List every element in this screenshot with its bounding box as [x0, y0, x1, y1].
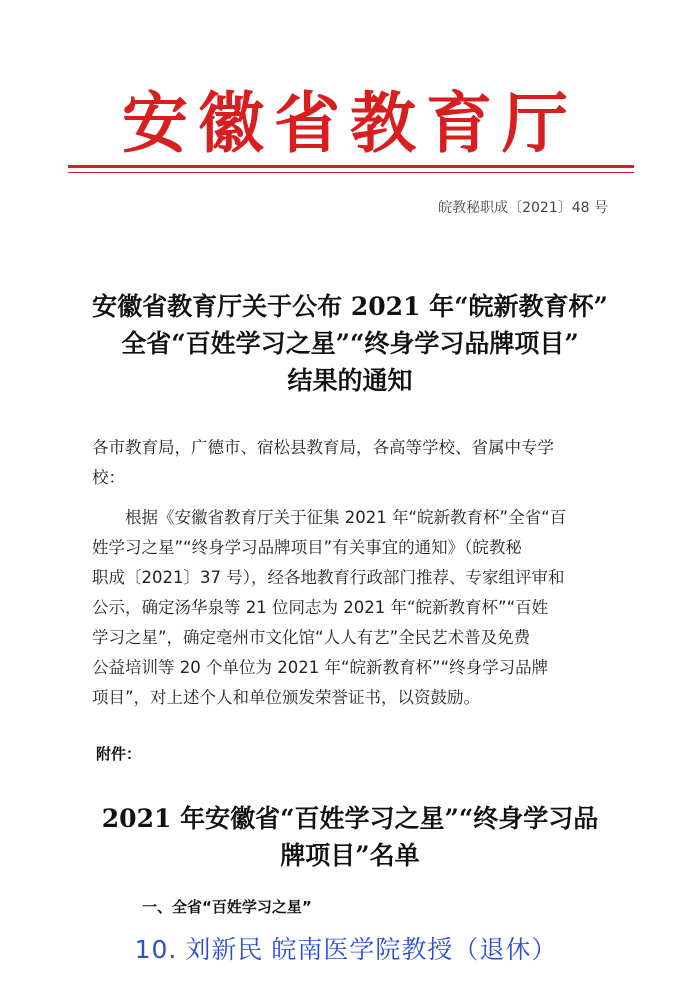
salutation [92, 433, 622, 493]
notice-title-line: 安徽省教育厅关于公布 2021 年“皖新教育杯” [92, 292, 608, 321]
list-entry [0, 930, 700, 966]
list-title [60, 800, 640, 874]
paragraph-line: 项目”，对上述个人和单位颁发荣誉证书，以资鼓励。 [92, 688, 481, 707]
paragraph-line: 公示，确定汤华泉等 21 位同志为 2021 年“皖新教育杯”“百姓 [92, 598, 549, 617]
salutation-line: 各市教育局，广德市、宿松县教育局，各高等学校、省属中专学 [92, 438, 554, 457]
notice-title-line: 结果的通知 [287, 366, 413, 395]
list-title-line: 2021 年安徽省“百姓学习之星”“终身学习品 [101, 804, 599, 833]
notice-body-paragraph [92, 503, 622, 713]
attachment-label: 附件： [96, 745, 142, 763]
entry-number: 10. [134, 935, 178, 964]
entry-name: 刘新民 [185, 935, 264, 964]
paragraph-line: 职成〔2021〕37 号），经各地教育行政部门推荐、专家组评审和 [92, 568, 565, 587]
list-title-line: 牌项目”名单 [280, 841, 420, 870]
header-rule-thin [68, 172, 634, 173]
paragraph-line: 根据《安徽省教育厅关于征集 2021 年“皖新教育杯”全省“百 [92, 508, 567, 527]
notice-title [60, 288, 640, 399]
paragraph-line: 公益培训等 20 个单位为 2021 年“皖新教育杯”“终身学习品牌 [92, 658, 549, 677]
section-heading: 一、全省“百姓学习之星” [142, 898, 312, 916]
header-rule-thick [68, 165, 634, 168]
salutation-line: 校： [92, 468, 125, 487]
document-number: 皖教秘职成〔2021〕48 号 [438, 200, 608, 216]
paragraph-line: 学习之星”，确定亳州市文化馆“人人有艺”全民艺术普及免费 [92, 628, 531, 647]
issuing-authority-header: 安徽省教育厅 [122, 84, 578, 162]
paragraph-line: 姓学习之星”“终身学习品牌项目”有关事宜的通知》（皖教秘 [92, 538, 522, 557]
notice-title-line: 全省“百姓学习之星”“终身学习品牌项目” [121, 329, 579, 358]
entry-description: 皖南医学院教授（退休） [271, 935, 558, 964]
